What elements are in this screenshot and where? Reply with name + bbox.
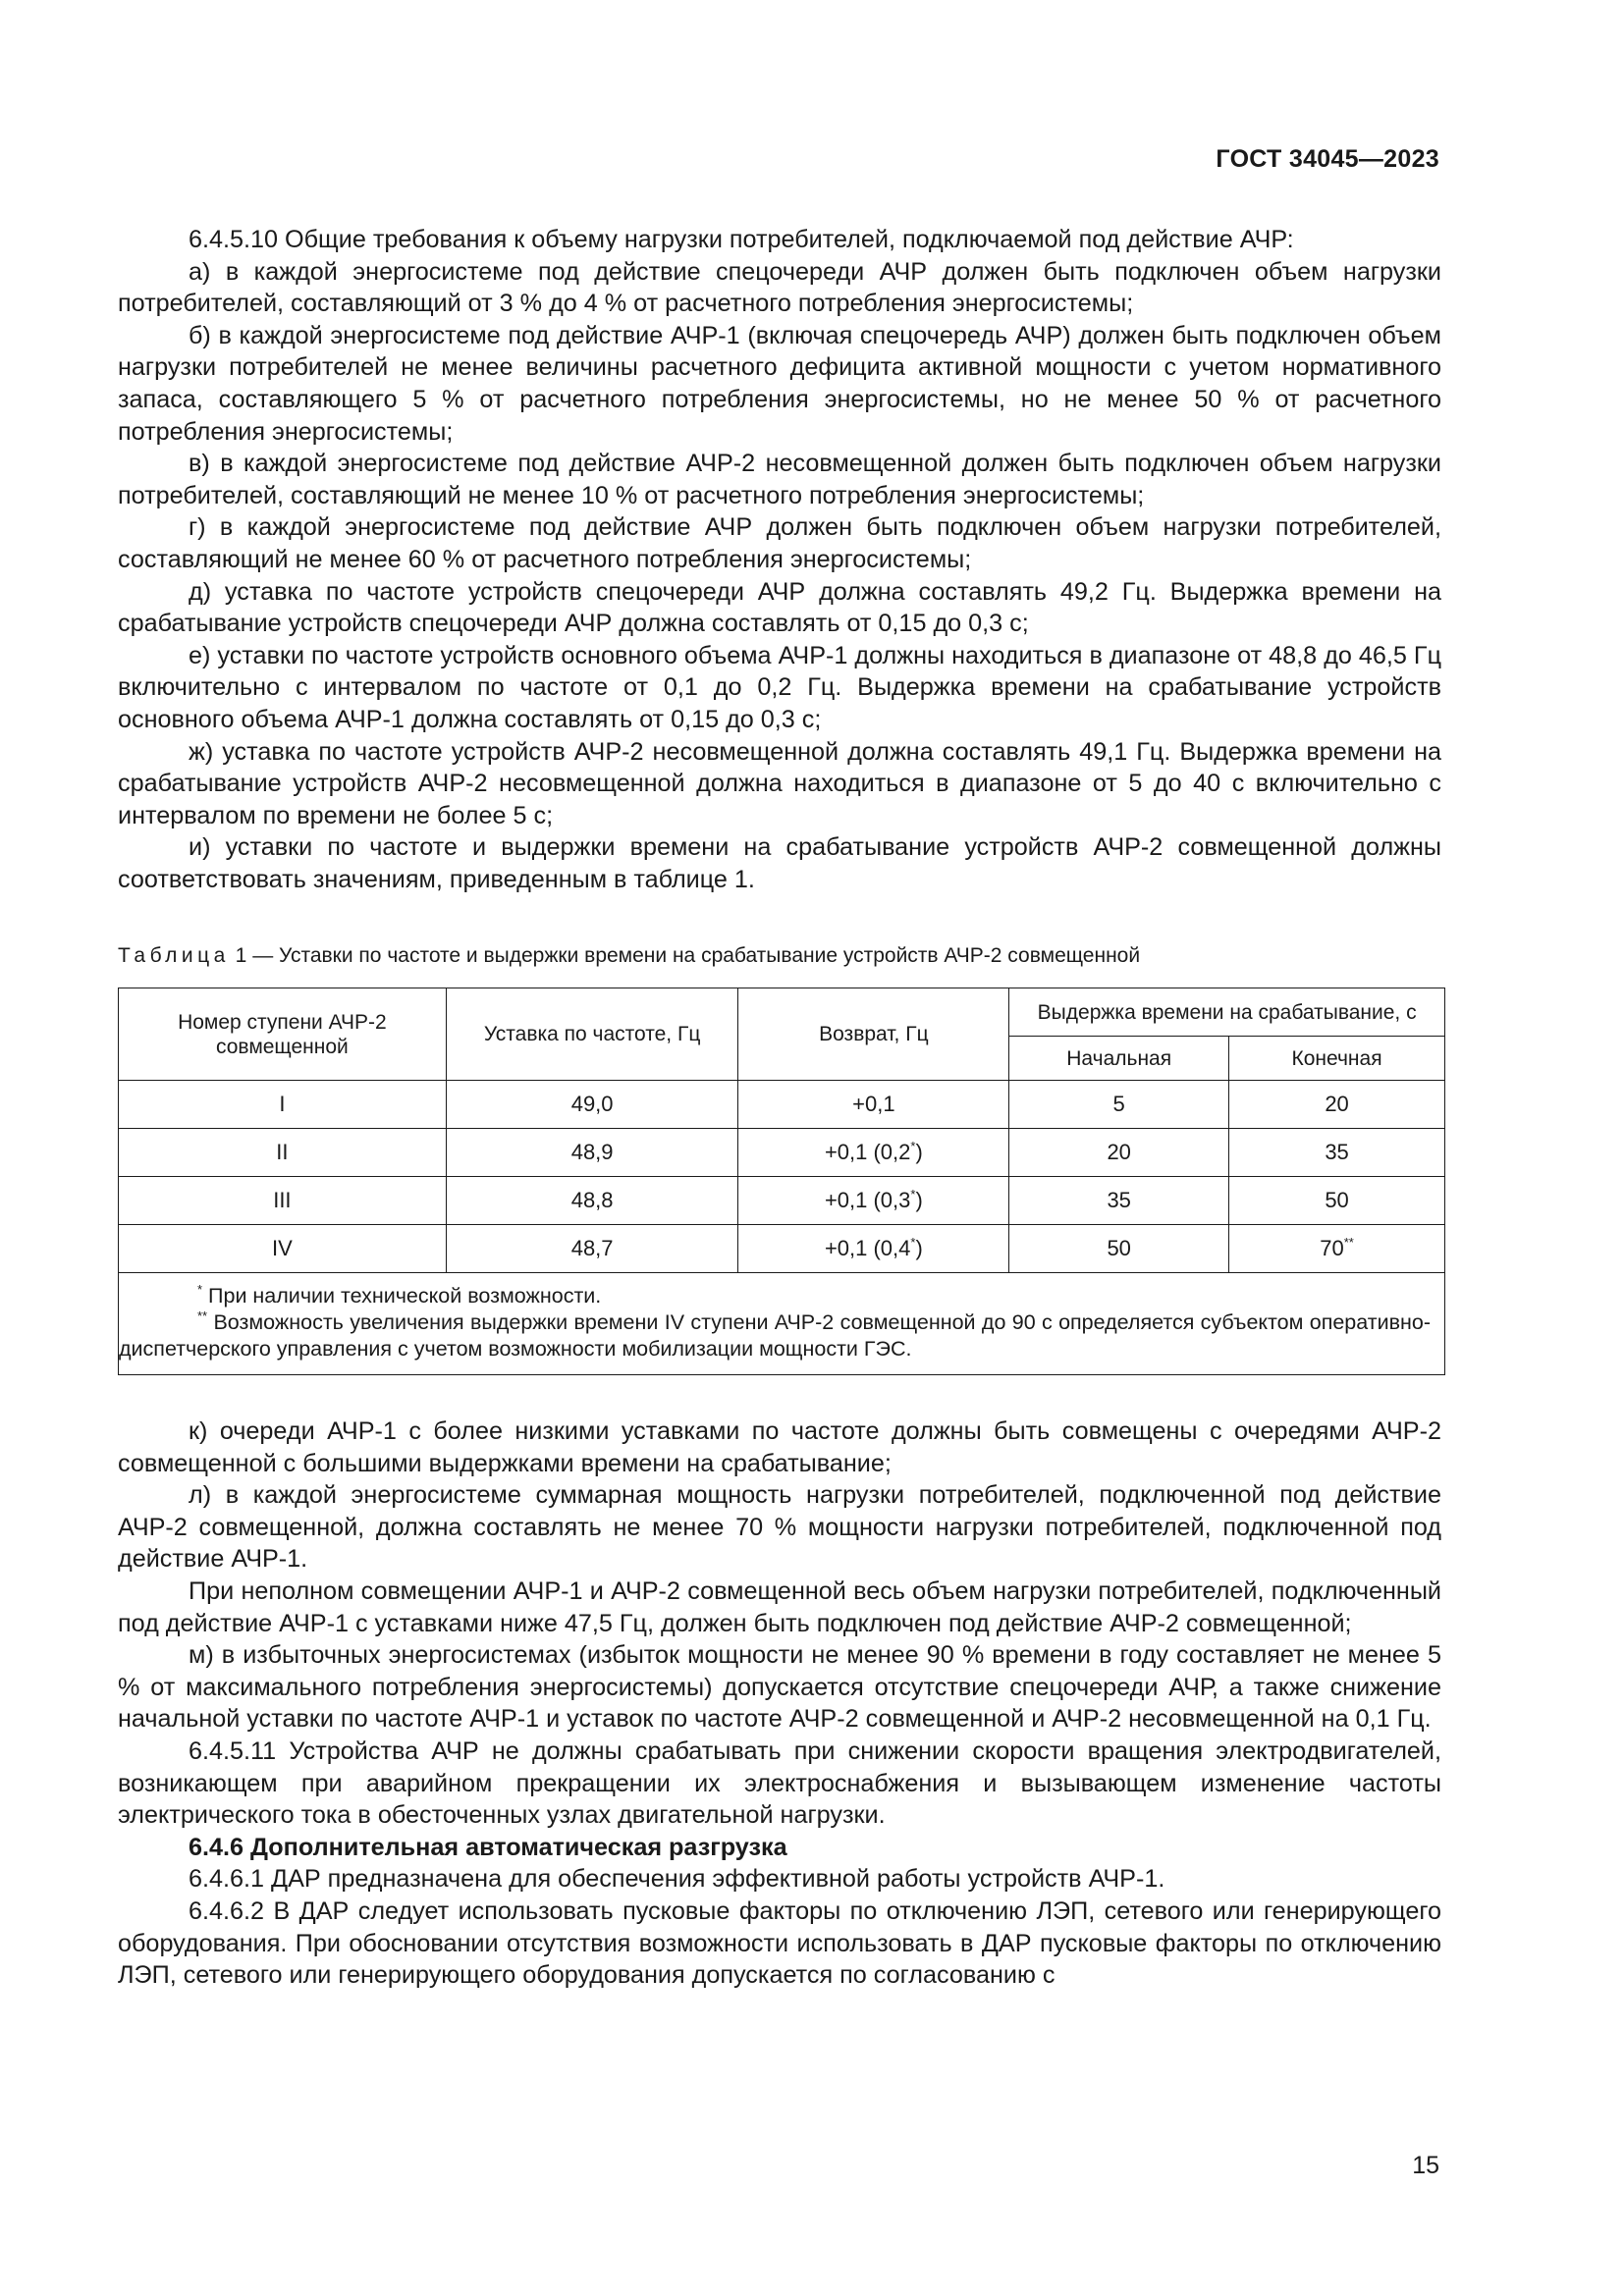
- final-value: 20: [1325, 1092, 1349, 1116]
- paragraph: а) в каждой энергосистеме под действие спецочереди АЧР должен быть подключен объем нагрузки потребителей, составляющий от 3 % до 4 % от расчетного потребления энергосистемы;: [118, 257, 1441, 318]
- final-value: 35: [1325, 1140, 1349, 1164]
- cell-final: [1229, 1177, 1445, 1225]
- footnote-mark: *: [197, 1282, 203, 1297]
- table-note: [197, 1283, 1431, 1309]
- paragraph: 6.4.5.10 Общие требования к объему нагрузки потребителей, подключаемой под действие АЧР:: [189, 226, 1294, 253]
- paragraph: е) уставки по частоте устройств основного объема АЧР-1 должны находиться в диапазоне от 48,8 до 46,5 Гц включительно с интервалом по частоте от 0,1 до 0,2 Гц. Выдержка времени на срабатывание устройств основного объема АЧР-1 должна составлять от 0,15 до 0,3 с;: [118, 641, 1441, 733]
- table-row: [119, 1177, 1445, 1225]
- paragraph: ж) уставка по частоте устройств АЧР-2 несовмещенной должна составлять 49,1 Гц. Выдержка времени на срабатывание устройств АЧР-2 несовмещенной должна находиться в диапазоне от 5 до 40 с включительно с интервалом по времени не более 5 с;: [118, 737, 1441, 829]
- page-number: 15: [1412, 2152, 1439, 2179]
- return-value: +0,1: [852, 1092, 895, 1116]
- cell-final: [1229, 1225, 1445, 1273]
- table-row: [119, 1081, 1445, 1129]
- paragraph: При неполном совмещении АЧР-1 и АЧР-2 совмещенной весь объем нагрузки потребителей, подключенный под действие АЧР-1 с уставками ниже 47,5 Гц, должен быть подключен под действие АЧР-2 совмещенной;: [118, 1576, 1441, 1637]
- cell-stage: IV: [119, 1225, 447, 1273]
- table-row: [119, 1225, 1445, 1273]
- cell-initial: 35: [1009, 1177, 1229, 1225]
- cell-final: [1229, 1129, 1445, 1177]
- cell-setpoint: 48,7: [446, 1225, 738, 1273]
- cell-setpoint: 48,8: [446, 1177, 738, 1225]
- final-value: 50: [1325, 1188, 1349, 1212]
- table-notes-row: [119, 1273, 1445, 1375]
- return-value: +0,1 (0,4: [824, 1236, 911, 1260]
- paragraph: м) в избыточных энергосистемах (избыток мощности не менее 90 % времени в году составляет не менее 5 % от максимального потребления энергосистемы) допускается отсутствие спецочереди АЧР, а также снижение начальной уставки по частоте АЧР-1 и уставок по частоте АЧР-2 совмещенной и АЧР-2 несовмещенной на 0,1 Гц.: [118, 1641, 1441, 1734]
- header-setpoint: Уставка по частоте, Гц: [446, 988, 738, 1081]
- note-text: Возможность увеличения выдержки времени IV ступени АЧР-2 совмещенной до 90 с определяется субъектом оперативно-диспетчерского управления с учетом возможности мобилизации мощности ГЭС.: [119, 1310, 1431, 1361]
- cell-return: [738, 1177, 1009, 1225]
- table-row: [119, 1129, 1445, 1177]
- table-1: [118, 988, 1445, 1375]
- header-initial: Начальная: [1009, 1037, 1229, 1081]
- table-notes: [119, 1273, 1445, 1375]
- paragraph: д) уставка по частоте устройств спецочереди АЧР должна составлять 49,2 Гц. Выдержка времени на срабатывание устройств спецочереди АЧР должна составлять от 0,15 до 0,3 с;: [118, 577, 1441, 638]
- table-caption-text: 1 — Уставки по частоте и выдержки времени на срабатывание устройств АЧР-2 совмещенной: [229, 944, 1141, 967]
- table-caption-label: Таблица: [118, 944, 230, 967]
- paragraph: 6.4.5.11 Устройства АЧР не должны срабатывать при снижении скорости вращения электродвигателей, возникающем при аварийном прекращении их электроснабжения и вызывающем изменение частоты электрического тока в обесточенных узлах двигательной нагрузки.: [118, 1736, 1441, 1830]
- cell-stage: II: [119, 1129, 447, 1177]
- table-note: [119, 1309, 1431, 1362]
- paragraph: б) в каждой энергосистеме под действие АЧР-1 (включая спецочередь АЧР) должен быть подключен объем нагрузки потребителей не менее величины расчетного дефицита активной мощности с учетом нормативного запаса, составляющего 5 % от расчетного потребления энергосистемы, но не менее 50 % от расчетного потребления энергосистемы;: [118, 321, 1441, 446]
- footnote-mark: *: [910, 1235, 916, 1250]
- cell-return: [738, 1225, 1009, 1273]
- header-return: Возврат, Гц: [738, 988, 1009, 1081]
- cell-return: [738, 1081, 1009, 1129]
- return-value: +0,1 (0,3: [824, 1188, 911, 1212]
- cell-initial: 5: [1009, 1081, 1229, 1129]
- paragraph: 6.4.6.2 В ДАР следует использовать пусковые факторы по отключению ЛЭП, сетевого или генерирующего оборудования. При обосновании отсутствия возможности использовать в ДАР пусковые факторы по отключению ЛЭП, сетевого или генерирующего оборудования допускается по согласованию с: [118, 1896, 1441, 1990]
- document-header: ГОСТ 34045—2023: [1216, 145, 1439, 173]
- footnote-mark: **: [197, 1308, 208, 1323]
- cell-setpoint: 49,0: [446, 1081, 738, 1129]
- paragraph: к) очереди АЧР-1 с более низкими уставками по частоте должны быть совмещены с очередями АЧР-2 совмещенной с большими выдержками времени на срабатывание;: [118, 1417, 1441, 1477]
- paragraph: л) в каждой энергосистеме суммарная мощность нагрузки потребителей, подключенной под действие АЧР-2 совмещенной, должна составлять не менее 70 % мощности нагрузки потребителей, подключенной под действие АЧР-1.: [118, 1481, 1441, 1574]
- final-value: 70: [1320, 1236, 1344, 1260]
- return-value: +0,1 (0,2: [824, 1140, 911, 1164]
- header-delay: Выдержка времени на срабатывание, с: [1009, 988, 1445, 1037]
- cell-stage: III: [119, 1177, 447, 1225]
- footnote-mark: **: [1343, 1235, 1354, 1250]
- paragraph: в) в каждой энергосистеме под действие АЧР-2 несовмещенной должен быть подключен объем нагрузки потребителей, составляющий не менее 10 % от расчетного потребления энергосистемы;: [118, 450, 1441, 509]
- return-close: ): [915, 1236, 923, 1260]
- header-stage: Номер ступени АЧР-2 совмещенной: [119, 988, 447, 1081]
- return-close: ): [915, 1188, 923, 1212]
- cell-setpoint: 48,9: [446, 1129, 738, 1177]
- cell-stage: I: [119, 1081, 447, 1129]
- section-heading: 6.4.6 Дополнительная автоматическая разгрузка: [189, 1833, 787, 1861]
- footnote-mark: *: [910, 1187, 916, 1201]
- return-close: ): [915, 1140, 923, 1164]
- cell-final: [1229, 1081, 1445, 1129]
- cell-initial: 20: [1009, 1129, 1229, 1177]
- body-text-bottom: [118, 1415, 1441, 1992]
- cell-return: [738, 1129, 1009, 1177]
- cell-initial: 50: [1009, 1225, 1229, 1273]
- paragraph: г) в каждой энергосистеме под действие АЧР должен быть подключен объем нагрузки потребителей, составляющий не менее 60 % от расчетного потребления энергосистемы;: [118, 513, 1441, 573]
- paragraph: 6.4.6.1 ДАР предназначена для обеспечения эффективной работы устройств АЧР-1.: [189, 1865, 1165, 1894]
- header-final: Конечная: [1229, 1037, 1445, 1081]
- setpoints-table: [118, 988, 1445, 1375]
- table-caption: [118, 942, 1441, 970]
- paragraph: и) уставки по частоте и выдержки времени на срабатывание устройств АЧР-2 совмещенной должны соответствовать значениям, приведенным в таблице 1.: [118, 833, 1441, 893]
- body-text-top: [118, 224, 1441, 895]
- footnote-mark: *: [910, 1139, 916, 1153]
- note-text: При наличии технической возможности.: [202, 1284, 602, 1308]
